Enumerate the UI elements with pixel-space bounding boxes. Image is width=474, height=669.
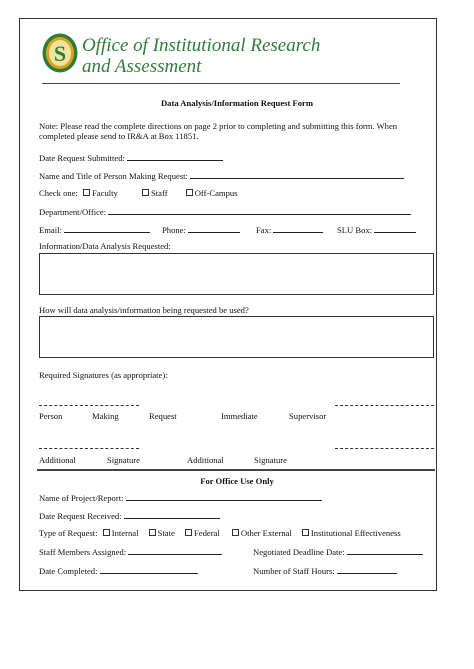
info-requested-label: Information/Data Analysis Requested: [39,241,171,251]
phone-field[interactable] [188,224,240,233]
signature-line-requester[interactable] [39,405,139,406]
type-institutional-effectiveness: Institutional Effectiveness [310,528,401,538]
office-use-heading: For Office Use Only [200,476,274,486]
institutional-effectiveness-checkbox[interactable] [302,529,309,536]
university-seal-icon [41,32,79,74]
fax-group [256,224,323,235]
sig-request: Request [149,411,177,421]
type-other-external: Other External [240,528,292,538]
date-received-row [39,510,220,521]
email-group [39,224,150,235]
slu-box-field[interactable] [374,224,416,233]
email-field[interactable] [64,224,150,233]
date-received-label: Date Request Received: [39,511,122,521]
sig-additional-1: Additional [39,455,76,465]
info-requested-textarea[interactable] [39,253,434,295]
check-one-row [39,188,238,198]
date-submitted-row [39,152,223,163]
staff-assigned-label: Staff Members Assigned: [39,547,127,557]
staff-label: Staff [151,188,168,198]
form-title: Data Analysis/Information Request Form [160,98,314,108]
signature-line-additional-1[interactable] [39,448,139,449]
name-title-field[interactable] [190,170,404,179]
faculty-label: Faculty [92,188,118,198]
date-completed-label: Date Completed: [39,566,98,576]
date-submitted-field[interactable] [127,152,223,161]
type-request-row [39,528,401,538]
name-title-label: Name and Title of Person Making Request: [39,171,188,181]
deadline-label: Negotiated Deadline Date: [253,547,345,557]
sig-making: Making [92,411,119,421]
note-line2: completed please send to IR&A at Box 11851. [39,131,199,141]
seal-letter: S [53,41,67,66]
header-rule [42,83,400,84]
sig-supervisor: Supervisor [289,411,327,421]
how-used-label: How will data analysis/information being requested be used? [39,305,249,315]
date-completed-field[interactable] [100,565,198,574]
note-line1: Note: Please read the complete directions on page 2 prior to completing and submitting this form. When [39,121,398,131]
type-state: State [157,528,175,538]
org-name-line2: and Assessment [82,56,202,77]
staff-assigned-row [39,546,222,557]
internal-checkbox[interactable] [103,529,110,536]
staff-checkbox[interactable] [142,189,149,196]
sig-signature-1: Signature [107,455,140,465]
phone-group [162,224,240,235]
type-request-label: Type of Request: [39,528,98,538]
project-name-label: Name of Project/Report: [39,493,124,503]
office-use-divider [37,469,435,471]
off-campus-checkbox[interactable] [186,189,193,196]
department-field[interactable] [108,206,411,215]
staff-hours-label: Number of Staff Hours: [253,566,335,576]
signature-line-supervisor[interactable] [335,405,434,406]
off-campus-label: Off-Campus [194,188,238,198]
phone-label: Phone: [162,225,186,235]
other-external-checkbox[interactable] [232,529,239,536]
staff-hours-field[interactable] [337,565,397,574]
slu-box-label: SLU Box: [337,225,373,235]
department-row [39,206,411,217]
sig-person: Person [39,411,63,421]
date-received-field[interactable] [124,510,220,519]
state-checkbox[interactable] [149,529,156,536]
type-internal: Internal [111,528,139,538]
date-completed-row [39,565,198,576]
check-one-label: Check one: [39,188,78,198]
department-label: Department/Office: [39,207,107,217]
project-name-field[interactable] [126,492,322,501]
fax-label: Fax: [256,225,272,235]
how-used-textarea[interactable] [39,316,434,358]
date-submitted-label: Date Request Submitted: [39,153,125,163]
deadline-field[interactable] [347,546,423,555]
signatures-label: Required Signatures (as appropriate): [39,370,168,380]
org-name-line1: Office of Institutional Research [82,35,321,56]
email-label: Email: [39,225,62,235]
staff-hours-row [253,565,397,576]
sig-signature-2: Signature [254,455,287,465]
federal-checkbox[interactable] [185,529,192,536]
name-title-row [39,170,404,181]
sig-additional-2: Additional [187,455,224,465]
deadline-row [253,546,423,557]
type-federal: Federal [193,528,220,538]
faculty-checkbox[interactable] [83,189,90,196]
project-name-row [39,492,322,503]
staff-assigned-field[interactable] [128,546,222,555]
signature-line-additional-2[interactable] [335,448,434,449]
slu-box-group [337,224,416,235]
sig-immediate: Immediate [221,411,258,421]
fax-field[interactable] [273,224,323,233]
